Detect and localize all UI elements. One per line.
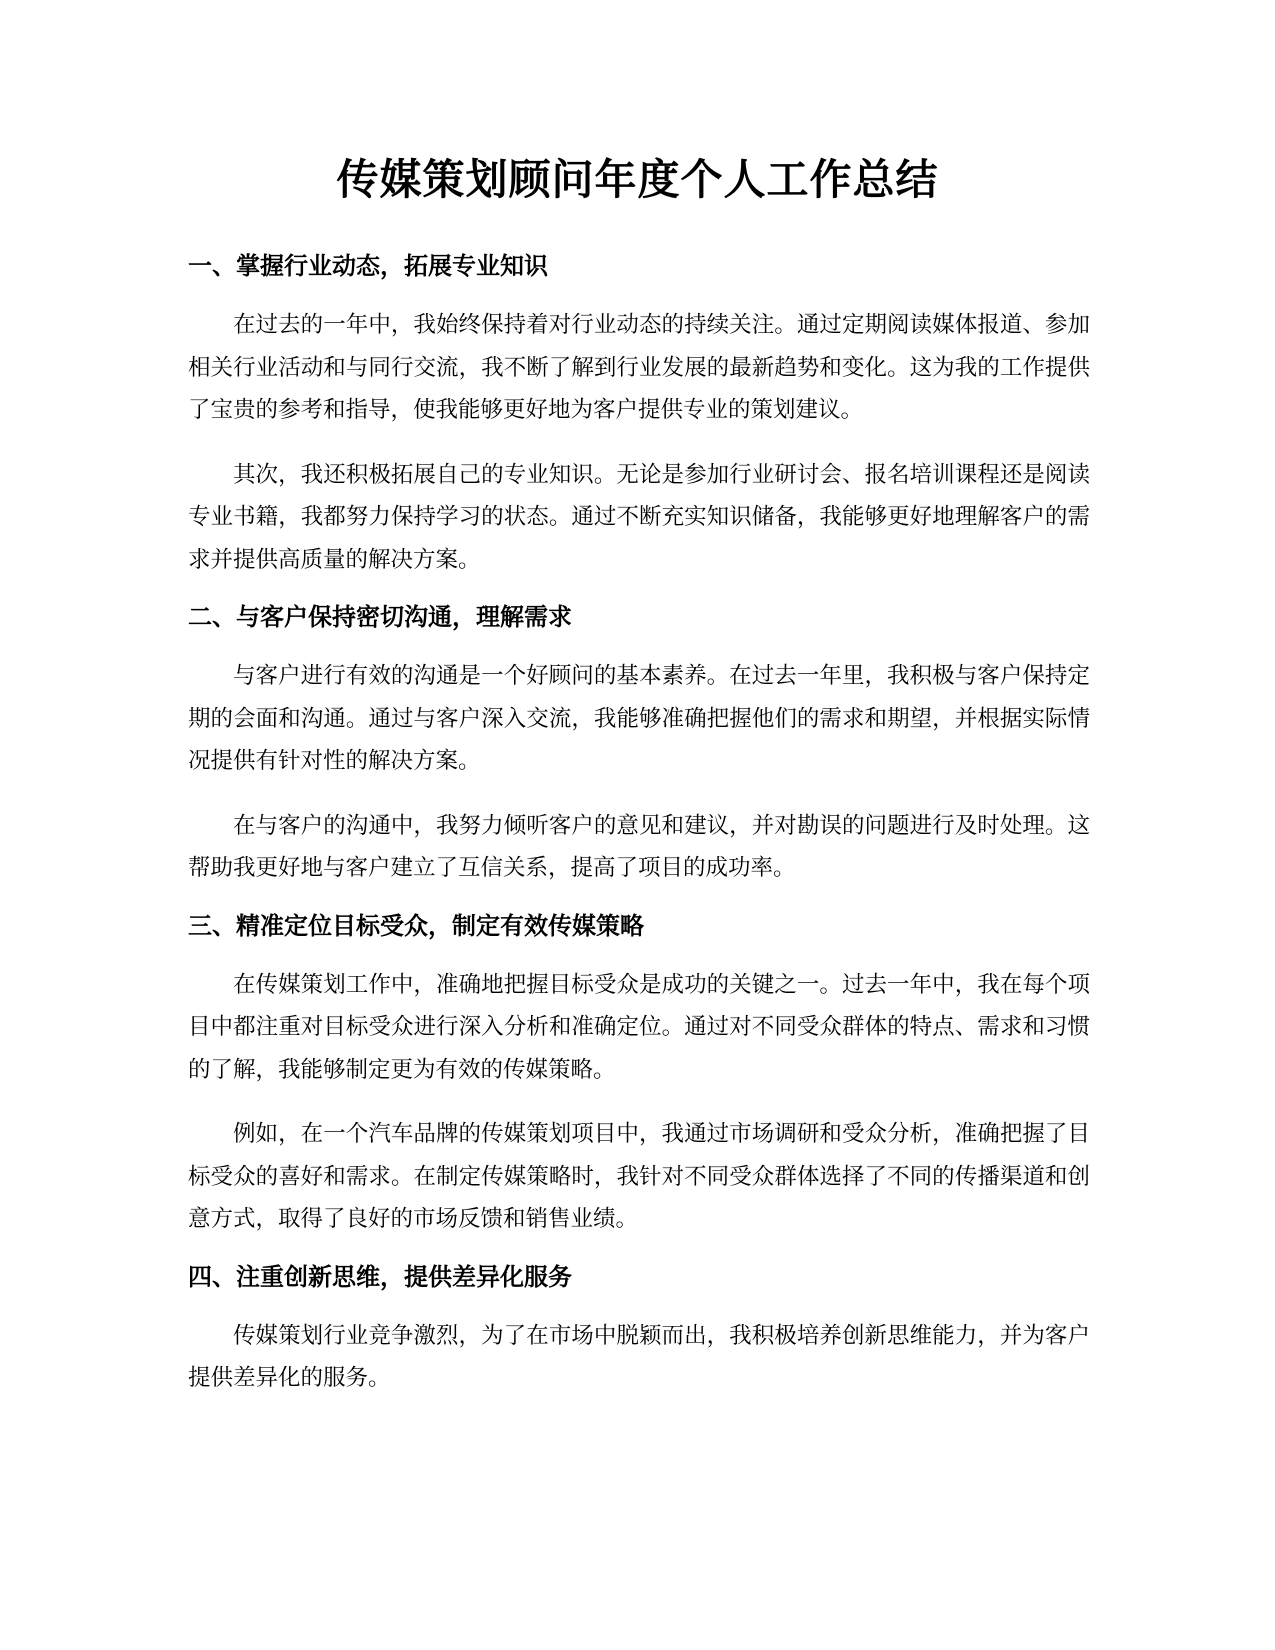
document-body	[188, 246, 1090, 1422]
paragraph: 在过去的一年中，我始终保持着对行业动态的持续关注。通过定期阅读媒体报道、参加相关行业活动和与同行交流，我不断了解到行业发展的最新趋势和变化。这为我的工作提供了宝贵的参考和指导，使我能够更好地为客户提供专业的策划建议。	[188, 312, 1090, 423]
section-heading: 二、与客户保持密切沟通，理解需求	[188, 603, 572, 631]
section-heading: 三、精准定位目标受众，制定有效传媒策略	[188, 911, 644, 940]
paragraph: 与客户进行有效的沟通是一个好顾问的基本素养。在过去一年里，我积极与客户保持定期的会面和沟通。通过与客户深入交流，我能够准确把握他们的需求和期望，并根据实际情况提供有针对性的解决方案。	[188, 663, 1090, 774]
section-3	[188, 906, 1090, 1241]
section-4	[188, 1257, 1090, 1400]
section-1	[188, 246, 1090, 581]
section-heading: 一、掌握行业动态，拓展专业知识	[188, 252, 548, 280]
section-2	[188, 597, 1090, 890]
paragraph: 例如，在一个汽车品牌的传媒策划项目中，我通过市场调研和受众分析，准确把握了目标受众的喜好和需求。在制定传媒策略时，我针对不同受众群体选择了不同的传播渠道和创意方式，取得了良好的市场反馈和销售业绩。	[188, 1121, 1090, 1232]
paragraph: 传媒策划行业竞争激烈，为了在市场中脱颖而出，我积极培养创新思维能力，并为客户提供差异化的服务。	[188, 1322, 1090, 1391]
section-heading: 四、注重创新思维，提供差异化服务	[188, 1262, 572, 1291]
paragraph: 在与客户的沟通中，我努力倾听客户的意见和建议，并对勘误的问题进行及时处理。这帮助我更好地与客户建立了互信关系，提高了项目的成功率。	[188, 812, 1090, 881]
paragraph: 其次，我还积极拓展自己的专业知识。无论是参加行业研讨会、报名培训课程还是阅读专业书籍，我都努力保持学习的状态。通过不断充实知识储备，我能够更好地理解客户的需求并提供高质量的解决方案。	[188, 461, 1090, 573]
document-title: 传媒策划顾问年度个人工作总结	[336, 155, 939, 204]
paragraph: 在传媒策划工作中，准确地把握目标受众是成功的关键之一。过去一年中，我在每个项目中都注重对目标受众进行深入分析和准确定位。通过对不同受众群体的特点、需求和习惯的了解，我能够制定更为有效的传媒策略。	[188, 971, 1090, 1083]
